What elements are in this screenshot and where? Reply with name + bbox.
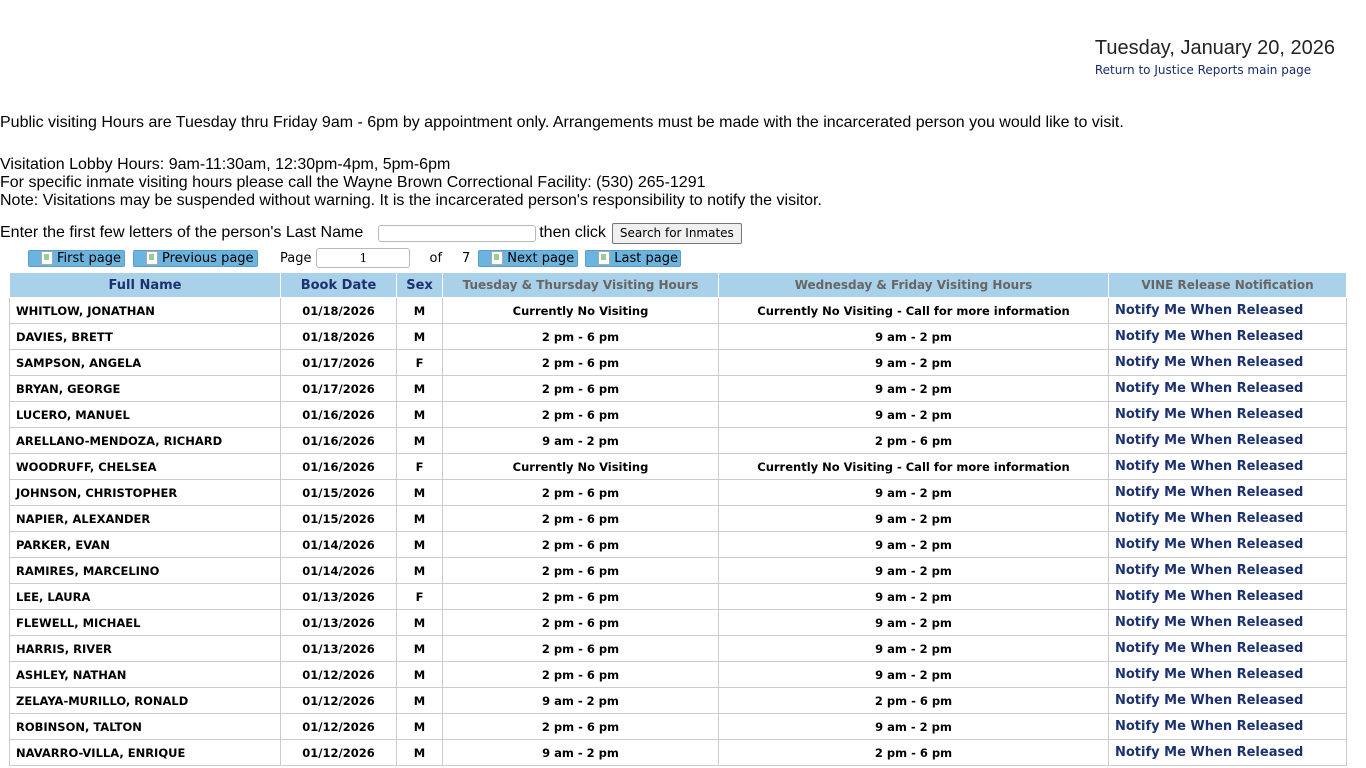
lobby-hours-text: Visitation Lobby Hours: 9am-11:30am, 12:30pm-4pm, 5pm-6pm [0, 156, 451, 173]
cell-tue-thu-hours: 2 pm - 6 pm [443, 350, 719, 376]
cell-sex: M [397, 532, 443, 558]
cell-full-name: LEE, LAURA [10, 584, 281, 610]
cell-book-date: 01/18/2026 [281, 298, 397, 324]
cell-full-name: LUCERO, MANUEL [10, 402, 281, 428]
cell-tue-thu-hours: 2 pm - 6 pm [443, 662, 719, 688]
col-header-sex[interactable]: Sex [397, 273, 443, 298]
inmate-table [9, 272, 1347, 766]
broken-image-icon [146, 251, 158, 265]
col-header-book-date[interactable]: Book Date [281, 273, 397, 298]
notify-me-link[interactable]: Notify Me When Released [1109, 714, 1347, 740]
page-number-input[interactable] [316, 248, 410, 268]
cell-full-name: NAVARRO-VILLA, ENRIQUE [10, 740, 281, 766]
cell-book-date: 01/13/2026 [281, 636, 397, 662]
cell-book-date: 01/13/2026 [281, 584, 397, 610]
table-row [10, 324, 1347, 350]
notify-me-link[interactable]: Notify Me When Released [1109, 610, 1347, 636]
cell-tue-thu-hours: Currently No Visiting [443, 298, 719, 324]
table-row [10, 662, 1347, 688]
table-row [10, 532, 1347, 558]
cell-tue-thu-hours: Currently No Visiting [443, 454, 719, 480]
col-header-full-name[interactable]: Full Name [10, 273, 281, 298]
cell-wed-fri-hours: 2 pm - 6 pm [719, 428, 1109, 454]
previous-page-label: Previous page [162, 250, 254, 266]
notify-me-link[interactable]: Notify Me When Released [1109, 558, 1347, 584]
page-label: Page [280, 250, 312, 266]
cell-wed-fri-hours: 9 am - 2 pm [719, 480, 1109, 506]
cell-wed-fri-hours: 9 am - 2 pm [719, 532, 1109, 558]
table-row [10, 350, 1347, 376]
pager [28, 246, 681, 270]
cell-book-date: 01/16/2026 [281, 454, 397, 480]
cell-sex: M [397, 506, 443, 532]
search-inmates-button[interactable]: Search for Inmates [612, 223, 742, 244]
cell-tue-thu-hours: 2 pm - 6 pm [443, 480, 719, 506]
notify-me-link[interactable]: Notify Me When Released [1109, 480, 1347, 506]
cell-tue-thu-hours: 2 pm - 6 pm [443, 402, 719, 428]
cell-book-date: 01/18/2026 [281, 324, 397, 350]
cell-sex: M [397, 376, 443, 402]
cell-wed-fri-hours: 9 am - 2 pm [719, 506, 1109, 532]
cell-book-date: 01/15/2026 [281, 480, 397, 506]
cell-book-date: 01/17/2026 [281, 350, 397, 376]
cell-tue-thu-hours: 2 pm - 6 pm [443, 714, 719, 740]
return-main-page-link[interactable]: Return to Justice Reports main page [1094, 63, 1312, 77]
notify-me-link[interactable]: Notify Me When Released [1109, 532, 1347, 558]
cell-full-name: NAPIER, ALEXANDER [10, 506, 281, 532]
cell-book-date: 01/16/2026 [281, 402, 397, 428]
cell-tue-thu-hours: 9 am - 2 pm [443, 688, 719, 714]
cell-tue-thu-hours: 2 pm - 6 pm [443, 558, 719, 584]
table-header-row [10, 273, 1347, 298]
cell-wed-fri-hours: 9 am - 2 pm [719, 324, 1109, 350]
cell-wed-fri-hours: 9 am - 2 pm [719, 610, 1109, 636]
cell-tue-thu-hours: 9 am - 2 pm [443, 428, 719, 454]
notify-me-link[interactable]: Notify Me When Released [1109, 506, 1347, 532]
then-click-label: then click [539, 224, 606, 241]
cell-wed-fri-hours: 9 am - 2 pm [719, 558, 1109, 584]
col-header-vine: VINE Release Notification [1109, 273, 1347, 298]
notify-me-link[interactable]: Notify Me When Released [1109, 662, 1347, 688]
table-row [10, 428, 1347, 454]
notify-me-link[interactable]: Notify Me When Released [1109, 350, 1347, 376]
current-date: Tuesday, January 20, 2026 [1094, 37, 1335, 59]
notify-me-link[interactable]: Notify Me When Released [1109, 454, 1347, 480]
broken-image-icon [598, 251, 610, 265]
search-row [0, 222, 742, 244]
cell-full-name: ROBINSON, TALTON [10, 714, 281, 740]
cell-book-date: 01/14/2026 [281, 532, 397, 558]
cell-wed-fri-hours: 9 am - 2 pm [719, 636, 1109, 662]
notify-me-link[interactable]: Notify Me When Released [1109, 324, 1347, 350]
cell-full-name: HARRIS, RIVER [10, 636, 281, 662]
col-header-wed-fri-hours: Wednesday & Friday Visiting Hours [719, 273, 1109, 298]
cell-sex: M [397, 740, 443, 766]
note-text: Note: Visitations may be suspended without warning. It is the incarcerated person's responsibility to notify the visitor. [0, 192, 822, 209]
cell-tue-thu-hours: 2 pm - 6 pm [443, 506, 719, 532]
total-pages: 7 [462, 250, 471, 266]
cell-full-name: ARELLANO-MENDOZA, RICHARD [10, 428, 281, 454]
cell-wed-fri-hours: 9 am - 2 pm [719, 714, 1109, 740]
cell-sex: M [397, 558, 443, 584]
cell-wed-fri-hours: 9 am - 2 pm [719, 402, 1109, 428]
cell-tue-thu-hours: 2 pm - 6 pm [443, 324, 719, 350]
cell-full-name: JOHNSON, CHRISTOPHER [10, 480, 281, 506]
table-row [10, 610, 1347, 636]
cell-sex: M [397, 402, 443, 428]
cell-book-date: 01/12/2026 [281, 688, 397, 714]
cell-book-date: 01/15/2026 [281, 506, 397, 532]
broken-image-icon [491, 251, 503, 265]
last-page-label: Last page [614, 250, 678, 266]
cell-sex: M [397, 714, 443, 740]
cell-wed-fri-hours: 2 pm - 6 pm [719, 688, 1109, 714]
first-page-button[interactable] [28, 250, 125, 267]
table-row [10, 480, 1347, 506]
specific-hours-text: For specific inmate visiting hours please call the Wayne Brown Correctional Facility: (530) 265-1291 [0, 174, 706, 191]
cell-wed-fri-hours: 9 am - 2 pm [719, 376, 1109, 402]
date-header [1095, 36, 1335, 77]
cell-full-name: WOODRUFF, CHELSEA [10, 454, 281, 480]
cell-book-date: 01/12/2026 [281, 740, 397, 766]
cell-wed-fri-hours: Currently No Visiting - Call for more information [719, 298, 1109, 324]
table-row [10, 402, 1347, 428]
cell-wed-fri-hours: Currently No Visiting - Call for more information [719, 454, 1109, 480]
cell-full-name: FLEWELL, MICHAEL [10, 610, 281, 636]
notify-me-link[interactable]: Notify Me When Released [1109, 428, 1347, 454]
cell-full-name: SAMPSON, ANGELA [10, 350, 281, 376]
table-row [10, 636, 1347, 662]
table-row [10, 376, 1347, 402]
cell-full-name: ZELAYA-MURILLO, RONALD [10, 688, 281, 714]
cell-sex: F [397, 454, 443, 480]
table-row [10, 714, 1347, 740]
table-row [10, 506, 1347, 532]
cell-full-name: BRYAN, GEORGE [10, 376, 281, 402]
notify-me-link[interactable]: Notify Me When Released [1109, 298, 1347, 324]
table-row [10, 298, 1347, 324]
notify-me-link[interactable]: Notify Me When Released [1109, 688, 1347, 714]
cell-sex: F [397, 350, 443, 376]
cell-sex: M [397, 610, 443, 636]
cell-sex: F [397, 584, 443, 610]
cell-tue-thu-hours: 2 pm - 6 pm [443, 376, 719, 402]
cell-book-date: 01/17/2026 [281, 376, 397, 402]
cell-tue-thu-hours: 2 pm - 6 pm [443, 532, 719, 558]
table-row [10, 558, 1347, 584]
cell-tue-thu-hours: 2 pm - 6 pm [443, 584, 719, 610]
notify-me-link[interactable]: Notify Me When Released [1109, 636, 1347, 662]
cell-wed-fri-hours: 9 am - 2 pm [719, 584, 1109, 610]
cell-wed-fri-hours: 9 am - 2 pm [719, 662, 1109, 688]
cell-wed-fri-hours: 9 am - 2 pm [719, 350, 1109, 376]
previous-page-button[interactable] [133, 250, 258, 267]
cell-book-date: 01/12/2026 [281, 714, 397, 740]
broken-image-icon [41, 251, 53, 265]
cell-tue-thu-hours: 9 am - 2 pm [443, 740, 719, 766]
col-header-tue-thu-hours: Tuesday & Thursday Visiting Hours [443, 273, 719, 298]
cell-full-name: WHITLOW, JONATHAN [10, 298, 281, 324]
cell-sex: M [397, 428, 443, 454]
notify-me-link[interactable]: Notify Me When Released [1109, 740, 1347, 766]
last-name-input[interactable] [378, 225, 536, 242]
table-row [10, 688, 1347, 714]
notify-me-link[interactable]: Notify Me When Released [1109, 584, 1347, 610]
cell-sex: M [397, 298, 443, 324]
cell-sex: M [397, 662, 443, 688]
cell-book-date: 01/14/2026 [281, 558, 397, 584]
notify-me-link[interactable]: Notify Me When Released [1109, 376, 1347, 402]
cell-full-name: DAVIES, BRETT [10, 324, 281, 350]
cell-full-name: PARKER, EVAN [10, 532, 281, 558]
cell-full-name: ASHLEY, NATHAN [10, 662, 281, 688]
next-page-label: Next page [507, 250, 575, 266]
table-row [10, 454, 1347, 480]
cell-full-name: RAMIRES, MARCELINO [10, 558, 281, 584]
table-row [10, 740, 1347, 766]
first-page-label: First page [57, 250, 121, 266]
of-label: of [429, 250, 443, 266]
cell-book-date: 01/16/2026 [281, 428, 397, 454]
table-row [10, 584, 1347, 610]
last-page-button[interactable] [585, 250, 681, 267]
cell-sex: M [397, 324, 443, 350]
next-page-button[interactable] [478, 250, 578, 267]
cell-sex: M [397, 480, 443, 506]
cell-wed-fri-hours: 2 pm - 6 pm [719, 740, 1109, 766]
notify-me-link[interactable]: Notify Me When Released [1109, 402, 1347, 428]
cell-book-date: 01/13/2026 [281, 610, 397, 636]
cell-sex: M [397, 636, 443, 662]
search-prompt: Enter the first few letters of the person's Last Name [0, 224, 364, 241]
cell-tue-thu-hours: 2 pm - 6 pm [443, 636, 719, 662]
cell-tue-thu-hours: 2 pm - 6 pm [443, 610, 719, 636]
public-hours-text: Public visiting Hours are Tuesday thru Friday 9am - 6pm by appointment only. Arrangements must be made with the incarcerated person you would like to visit. [0, 114, 1124, 131]
cell-sex: M [397, 688, 443, 714]
cell-book-date: 01/12/2026 [281, 662, 397, 688]
